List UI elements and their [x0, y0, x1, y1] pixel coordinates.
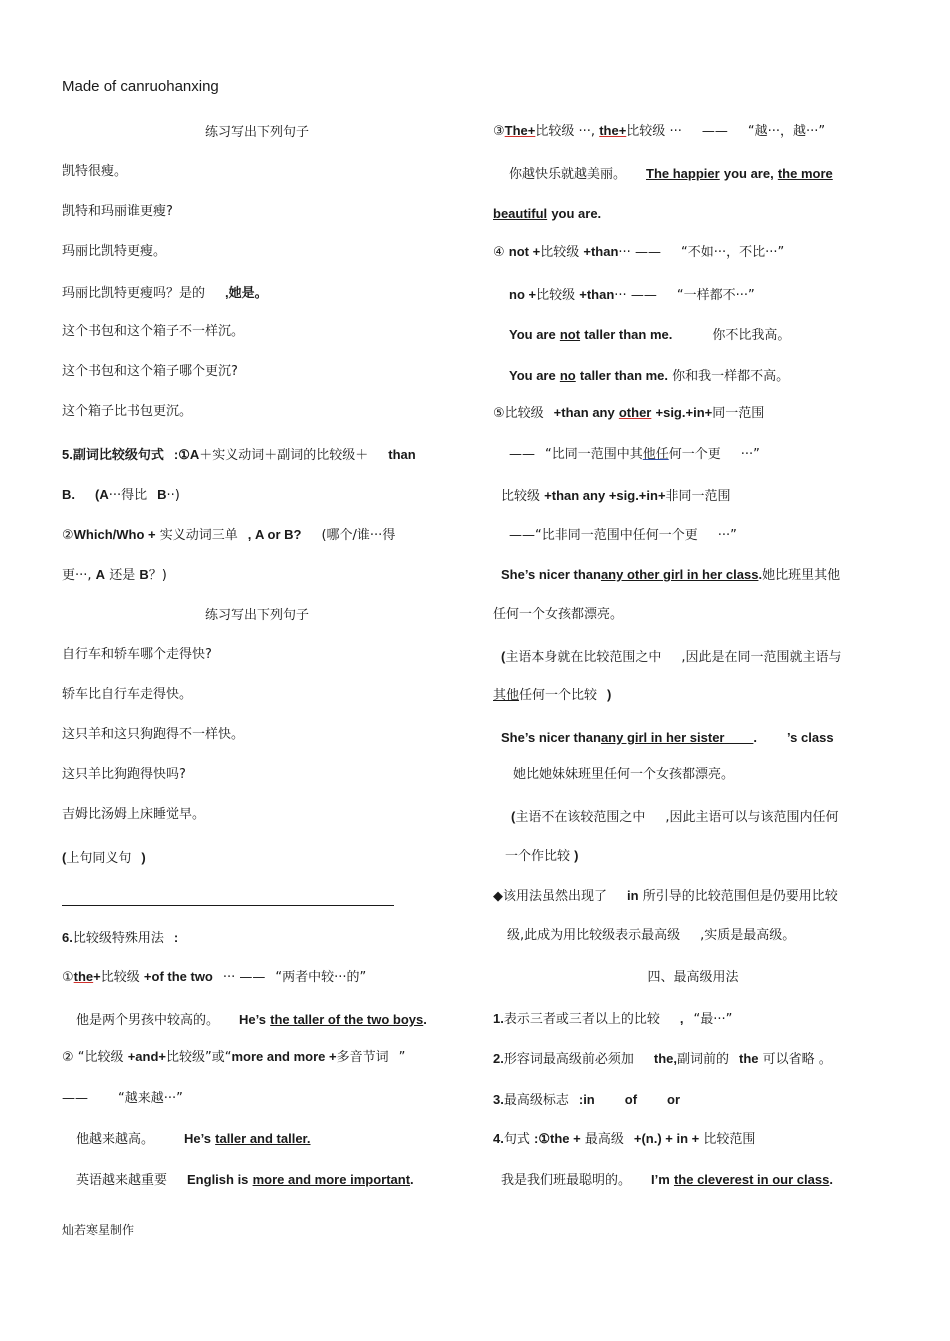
superlative-point-3: 3.最高级标志 :in of or: [493, 1092, 681, 1108]
example-sentence: 我是我们班最聪明的。 I’m the cleverest in our class.: [501, 1172, 833, 1188]
rule-than-any: 比较级 +than any +sig.+in+非同一范围: [501, 488, 731, 504]
superlative-point-4: 4.句式 :①the + 最高级 +(n.) + in + 比较范围: [493, 1131, 756, 1147]
sentence: 玛丽比凯特更瘦吗？是的 ,她是。: [62, 285, 268, 301]
sentence: 自行车和轿车哪个走得快?: [62, 647, 212, 662]
practice-title: 练习写出下列句子: [204, 608, 309, 623]
sentence: 这个箱子比书包更沉。: [62, 404, 193, 419]
example-sentence: You are not taller than me. 你不比我高。: [509, 327, 791, 343]
sentence: 玛丽比凯特更瘦。: [62, 244, 167, 259]
note: (主语本身就在比较范围之中 ,因此是在同一范围就主语与: [501, 649, 842, 665]
practice-title: 练习写出下列句子: [204, 125, 309, 140]
example-sentence: 他越来越高。 He’s taller and taller.: [76, 1131, 311, 1147]
sentence: 凯特很瘦。: [62, 164, 128, 179]
section-5-rule-line: 5.副词比较级句式 :①A＋实义动词＋副词的比较级＋ than: [62, 447, 416, 463]
rule-the-comparative-of-the-two: ①the+比较级 +of the two ··· —— “两者中较···的”: [62, 969, 367, 985]
example-sentence-cont: 她比她妹妹班里任何一个女孩都漂亮。: [513, 767, 735, 782]
example-sentence: She’s nicer thanany other girl in her class.她比班里其他: [501, 567, 841, 583]
answer-blank-line: [62, 905, 394, 906]
example-sentence: You are no taller than me. 你和我一样都不高。: [509, 368, 790, 384]
superlative-point-1: 1.表示三者或三者以上的比较 , “最···”: [493, 1011, 733, 1027]
rule-meaning: —— “越来越···”: [62, 1091, 183, 1106]
example-sentence: She’s nicer thanany girl in her sister . ’s class: [501, 730, 834, 745]
page-footer: 灿若寒星制作: [62, 1223, 135, 1237]
same-meaning-note: (上句同义句 ): [62, 850, 146, 866]
note-diamond: ◆该用法虽然出现了 in 所引导的比较范围但是仍要用比较: [493, 888, 838, 904]
sentence: 吉姆比汤姆上床睡觉早。: [62, 807, 206, 822]
sentence: 这只羊和这只狗跑得不一样快。: [62, 727, 245, 742]
note-cont: 一个作比较 ): [505, 848, 579, 864]
sentence: 轿车比自行车走得快。: [62, 687, 193, 702]
rule-the-more-the-more: ③The+比较级 ···, the+比较级 ··· —— “越···，越···”: [493, 123, 826, 139]
section-5-line-4: 更···, A 还是 B？): [62, 567, 167, 583]
note-diamond-cont: 级,此成为用比较级表示最高级 ,实质是最高级。: [507, 928, 796, 943]
sentence: 凯特和玛丽谁更瘦?: [62, 204, 173, 219]
superlative-point-2: 2.形容词最高级前必须加 the,副词前的 the 可以省略 。: [493, 1051, 832, 1067]
section-4-title: 四、最高级用法: [647, 970, 739, 985]
rule-no-comparative-than: no +比较级 +than··· —— “一样都不···”: [509, 287, 755, 303]
example-sentence-cont: 任何一个女孩都漂亮。: [493, 607, 624, 622]
page-header: Made of canruohanxing: [62, 78, 219, 95]
note: (主语不在该较范围之中 ,因此主语可以与该范围内任何: [511, 809, 839, 825]
example-sentence: 他是两个男孩中较高的。 He’s the taller of the two boys.: [76, 1012, 427, 1028]
note-cont: 其他任何一个比较 ): [493, 687, 612, 703]
rule-meaning: ——“比非同一范围中任何一个更 ···”: [509, 528, 737, 543]
rule-not-comparative-than: ④ not +比较级 +than··· —— “不如···，不比···”: [493, 244, 785, 260]
sentence: 这个书包和这个箱子不一样沉。: [62, 324, 245, 339]
example-sentence-cont: beautiful you are.: [493, 206, 602, 221]
section-5-line-2: B. (A···得比 B··): [62, 487, 180, 503]
example-sentence: 英语越来越重要 English is more and more important.: [76, 1172, 414, 1188]
example-sentence: 你越快乐就越美丽。 The happier you are, the more: [509, 166, 833, 182]
rule-meaning: —— “比同一范围中其他任何一个更 ···”: [509, 447, 760, 462]
section-6-title: 6.比较级特殊用法 :: [62, 930, 179, 946]
rule-comparative-and-comparative: ② “比较级 +and+比较级”或“more and more +多音节词 ”: [62, 1049, 406, 1065]
sentence: 这只羊比狗跑得快吗?: [62, 767, 186, 782]
rule-than-any-other: ⑤比较级 +than any other +sig.+in+同一范围: [493, 405, 765, 421]
section-5-line-3: ②Which/Who + 实义动词三单 , A or B? (哪个/谁···得: [62, 527, 396, 543]
sentence: 这个书包和这个箱子哪个更沉?: [62, 364, 238, 379]
